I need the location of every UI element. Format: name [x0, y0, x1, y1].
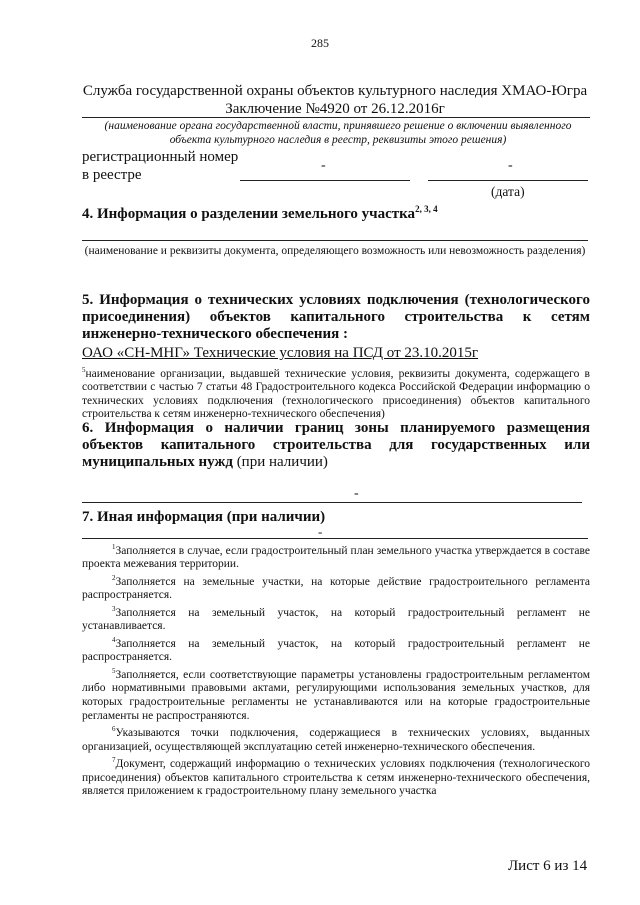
section5-title: 5. Информация о технических условиях подключения (технологического присоединения) объектов капитального строительства к сетям инженерно-технического обеспечения :: [82, 292, 590, 342]
footnote-3-text: Заполняется на земельный участок, на который градостроительный регламент не устанавливается.: [82, 606, 590, 633]
section7-title: 7. Иная информация (при наличии): [82, 509, 326, 525]
registry-label-line1: регистрационный номер: [82, 149, 239, 165]
footnote-2-num: 2: [112, 574, 116, 583]
registry-number-line: [240, 180, 410, 181]
footnote-5-num: 5: [112, 667, 116, 676]
authority-name: Служба государственной охраны объектов культурного наследия ХМАО-Югра: [82, 83, 588, 99]
section7-value-line: [82, 538, 588, 539]
section4-footnote-refs: 2, 3, 4: [415, 204, 438, 214]
footnote-6-num: 6: [112, 725, 116, 734]
footnote-4: [82, 634, 590, 665]
footnote-5-text: Заполняется, если соответствующие параметры установлены градостроительным регламентом либо нормативными правовыми актами, регулирующими использования земельных участков, для которых градостроительные регламенты не устанавливаются или на которые градостроительные регламенты не распространяются.: [82, 668, 590, 722]
footnote-1-num: 1: [112, 543, 116, 551]
footnote-4-text: Заполняется на земельный участок, на который градостроительный регламент не распространяется.: [82, 637, 590, 664]
section6-value: -: [354, 486, 359, 501]
footnote-7-text: Документ, содержащий информацию о технических условиях подключения (технологического присоединения) объектов капитального строительства к сетям инженерно-технического обеспечения, является приложением к градостроительному плану земельного участка: [82, 758, 590, 798]
footnote-1-text: Заполняется в случае, если градостроительный план земельного участка утверждается в составе проекта межевания территории.: [82, 544, 590, 571]
footnote-3-num: 3: [112, 605, 116, 614]
footnote-1: [82, 541, 590, 572]
section6-value-line: [82, 502, 582, 503]
footnote-2: [82, 572, 590, 603]
page-number: 285: [311, 36, 329, 50]
header-underline: [82, 117, 590, 118]
footnote-7-num: 7: [112, 756, 116, 765]
header-caption: (наименование органа государственной власти, принявшего решение о включении выявленного объекта культурного наследия в реестр, реквизиты этого решения): [104, 120, 572, 146]
footnote-2-text: Заполняется на земельные участки, на которые действие градостроительного регламента распространяется.: [82, 575, 590, 602]
section6-title-tail: (при наличии): [232, 454, 328, 470]
section6-title-text: 6. Информация о наличии границ зоны планируемого размещения объектов капитального строительства для государственных или муниципальных нужд: [82, 420, 590, 470]
section5-footnote-ref: 5: [82, 366, 86, 374]
registry-date-caption: (дата): [491, 184, 525, 199]
section5-caption-text: наименование организации, выдавшей технические условия, реквизиты документа, содержащего в соответствии с частью 7 статьи 48 Градостроительного кодекса Российской Федерации информацию о технических условиях подключения (технологического присоединения) объектов капитального строительства к сетям инженерно-технического обеспечения): [82, 367, 590, 421]
footnote-4-num: 4: [112, 636, 116, 645]
section7-value: -: [318, 524, 323, 539]
section4-value-line: [82, 240, 588, 241]
section4-title: [82, 200, 438, 223]
section4-caption: (наименование и реквизиты документа, определяющего возможность или невозможность разделения): [84, 245, 586, 257]
registry-date-value: -: [508, 158, 513, 173]
section5-caption: [82, 364, 590, 422]
footnote-6-text: Указываются точки подключения, содержащиеся в технических условиях, выданных организацией, осуществляющей эксплуатацию сетей инженерно-технического обеспечения.: [82, 727, 590, 753]
decision-reference: Заключение №4920 от 26.12.2016г: [225, 101, 445, 117]
registry-label-line2: в реестре: [82, 167, 142, 183]
footnote-5: [82, 665, 590, 723]
registry-date-line: [428, 180, 588, 181]
footnote-7: [82, 754, 590, 799]
footnotes: [82, 541, 590, 799]
footnote-3: [82, 603, 590, 634]
section4-title-text: 4. Информация о разделении земельного участка: [82, 206, 416, 222]
registry-number-value: -: [321, 158, 326, 173]
section5-value: ОАО «СН-МНГ» Технические условия на ПСД от 23.10.2015г: [82, 345, 479, 361]
section6-title: [82, 420, 590, 471]
footnote-6: [82, 723, 590, 754]
sheet-number: Лист 6 из 14: [508, 858, 588, 874]
